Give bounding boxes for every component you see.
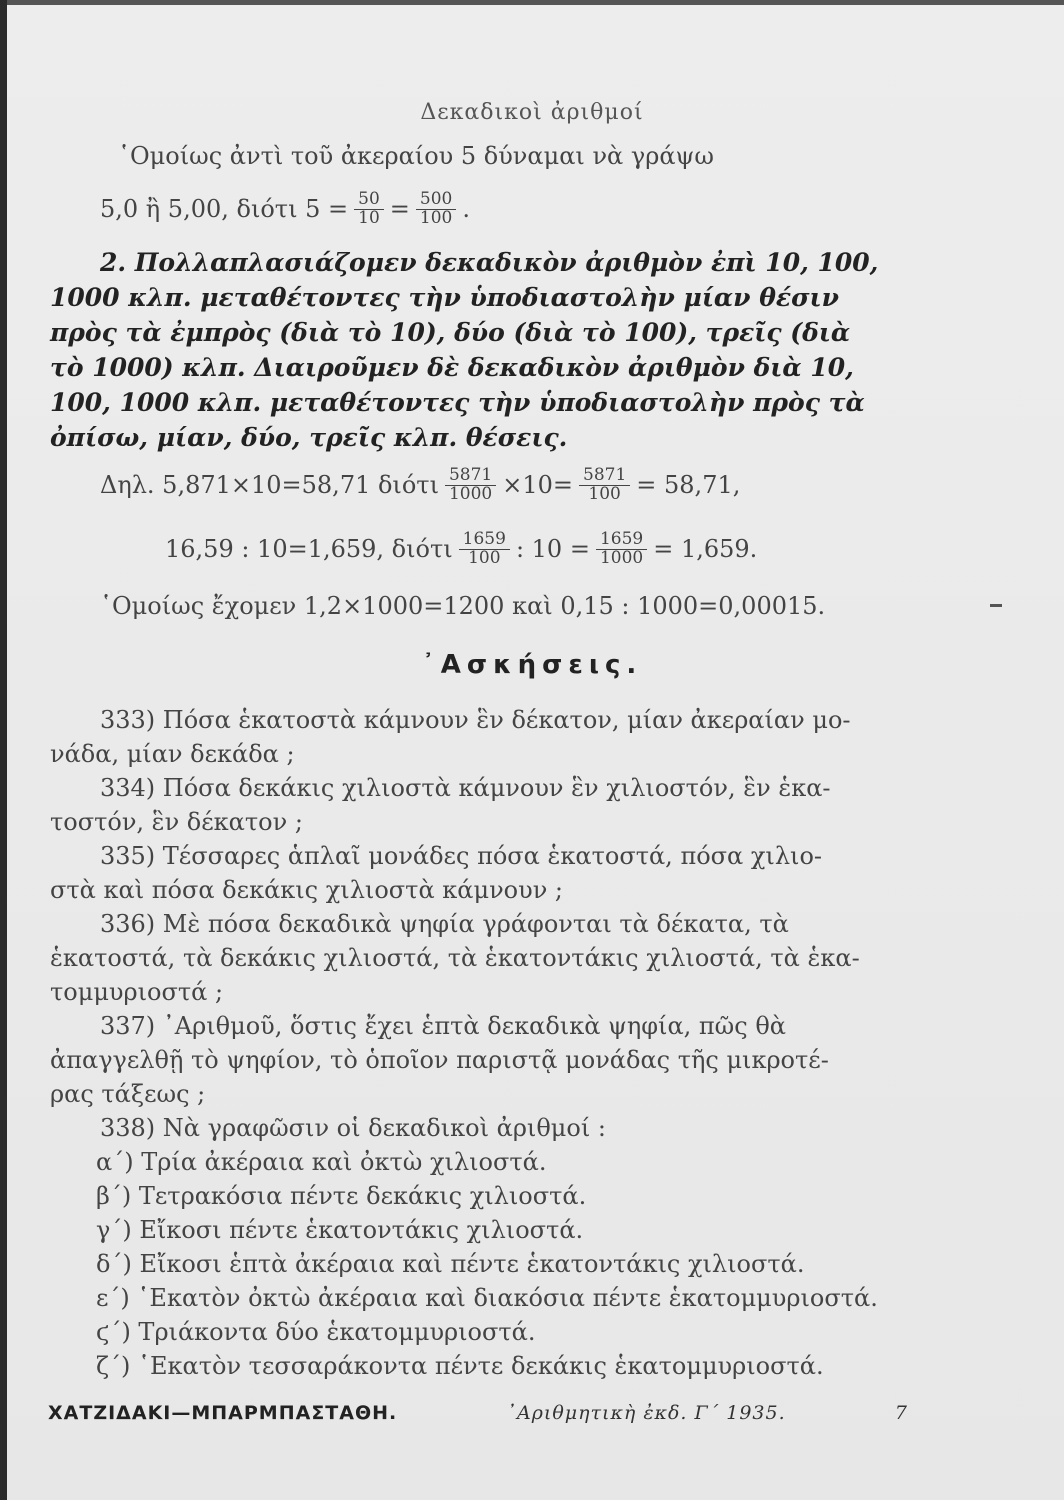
fraction-numerator: 500	[416, 191, 456, 210]
fraction-denominator: 100	[419, 207, 453, 228]
exercise-338-item: β΄) Τετρακόσια πέντε δεκάκις χιλιοστά.	[96, 1182, 587, 1210]
fraction-5871-1000	[445, 464, 496, 504]
rule-2-line-3: πρὸς τὰ ἐμπρὸς (διὰ τὸ 10), δύο (διὰ τὸ 100), τρεῖς (διὰ	[50, 318, 851, 347]
example-similar: ῾Ομοίως ἔχομεν 1,2×1000=1200 καὶ 0,15 : 1000=0,00015.	[100, 592, 826, 620]
fraction-500-100	[416, 188, 456, 228]
exercise-338-item: γ΄) Εἴκοσι πέντε ἑκατοντάκις χιλιοστά.	[96, 1216, 584, 1244]
running-head: Δεκαδικοὶ ἀριθμοί	[420, 100, 644, 125]
exercise-338: 338) Νὰ γραφῶσιν οἱ δεκαδικοὶ ἀριθμοί :	[100, 1114, 606, 1142]
fraction-denominator: 1000	[448, 483, 493, 504]
rule-2-line-4: τὸ 1000) κλπ. Διαιροῦμεν δὲ δεκαδικὸν ἀριθμὸν διὰ 10,	[50, 353, 854, 382]
exercise-337-line-2: ἀπαγγελθῇ τὸ ψηφίον, τὸ ὁποῖον παριστᾷ μονάδας τῆς μικροτέ-	[50, 1046, 829, 1074]
equals-sign: =	[389, 195, 410, 223]
exercise-333-line-2: νάδα, μίαν δεκάδα ;	[50, 740, 295, 768]
exercise-336-line-3: τομμυριοστά ;	[50, 978, 224, 1006]
fraction-5871-100	[579, 464, 630, 504]
exercise-338-item: ϛ΄) Τριάκοντα δύο ἑκατομμυριοστά.	[96, 1318, 536, 1346]
fraction-numerator: 5871	[579, 467, 630, 486]
margin-mark	[990, 604, 1002, 607]
result: = 58,71,	[636, 471, 741, 499]
fraction-1659-100	[459, 528, 510, 568]
exercise-336-line-1: 336) Μὲ πόσα δεκαδικὰ ψηφία γράφονται τὰ δέκατα, τὰ	[100, 910, 789, 938]
intro-line-1: ῾Ομοίως ἀντὶ τοῦ ἀκεραίου 5 δύναμαι νὰ γράψω	[118, 142, 714, 170]
exercise-338-item: ε΄) ῾Εκατὸν ὀκτὼ ἀκέραια καὶ διακόσια πέντε ἑκατομμυριοστά.	[96, 1284, 878, 1312]
example-text: Δηλ. 5,871×10=58,71 διότι	[100, 471, 439, 499]
fraction-numerator: 50	[354, 191, 384, 210]
fraction-numerator: 5871	[445, 467, 496, 486]
exercises-heading: ᾿Ασκήσεις.	[421, 650, 643, 680]
page-left-edge	[0, 0, 7, 1500]
fraction-numerator: 1659	[596, 531, 647, 550]
exercise-334-line-2: τοστόν, ἓν δέκατον ;	[50, 808, 303, 836]
footer-authors: ΧΑΤΖΙΔΑΚΙ—ΜΠΑΡΜΠΑΣΤΑΘΗ.	[48, 1402, 398, 1424]
page-top-edge	[0, 0, 1064, 5]
exercise-335-line-1: 335) Τέσσαρες ἁπλαῖ μονάδες πόσα ἑκατοστά, πόσα χιλιο-	[100, 842, 823, 870]
fraction-50-10	[354, 188, 384, 228]
rule-2-line-6: ὀπίσω, μίαν, δύο, τρεῖς κλπ. θέσεις.	[50, 423, 568, 452]
times-ten: ×10=	[502, 471, 574, 499]
exercise-334-line-1: 334) Πόσα δεκάκις χιλιοστὰ κάμνουν ἓν χιλιοστόν, ἓν ἑκα-	[100, 774, 831, 802]
exercise-333-line-1: 333) Πόσα ἑκατοστὰ κάμνουν ἓν δέκατον, μίαν ἀκεραίαν μο-	[100, 706, 851, 734]
fraction-denominator: 1000	[599, 547, 644, 568]
example-divide	[165, 522, 757, 576]
exercise-338-item: ζ΄) ῾Εκατὸν τεσσαράκοντα πέντε δεκάκις ἑκατομμυριοστά.	[96, 1352, 824, 1380]
example-multiply	[100, 458, 740, 512]
fraction-denominator: 100	[588, 483, 621, 504]
fraction-1659-1000	[596, 528, 647, 568]
exercise-337-line-1: 337) ᾿Αριθμοῦ, ὅστις ἔχει ἑπτὰ δεκαδικὰ ψηφία, πῶς θὰ	[100, 1012, 786, 1040]
exercise-336-line-2: ἑκατοστά, τὰ δεκάκις χιλιοστά, τὰ ἑκατοντάκις χιλιοστά, τὰ ἑκα-	[50, 944, 860, 972]
exercise-338-item: α΄) Τρία ἀκέραια καὶ ὀκτὼ χιλιοστά.	[96, 1148, 547, 1176]
rule-2-line-1: 2. Πολλαπλασιάζομεν δεκαδικὸν ἀριθμὸν ἐπὶ 10, 100,	[100, 248, 879, 277]
fraction-denominator: 10	[358, 207, 380, 228]
exercise-335-line-2: στὰ καὶ πόσα δεκάκις χιλιοστὰ κάμνουν ;	[50, 876, 564, 904]
footer-book-title: ᾿Αριθμητικὴ ἐκδ. Γ΄ 1935.	[506, 1402, 786, 1424]
rule-2-line-2: 1000 κλπ. μεταθέτοντες τὴν ὑποδιαστολὴν μίαν θέσιν	[50, 283, 839, 312]
divide-ten: : 10 =	[515, 535, 590, 563]
page-number: 7	[894, 1402, 908, 1424]
result: = 1,659.	[653, 535, 758, 563]
rule-2-line-5: 100, 1000 κλπ. μεταθέτοντες τὴν ὑποδιαστολὴν πρὸς τὰ	[50, 388, 865, 417]
exercise-337-line-3: ρας τάξεως ;	[50, 1080, 206, 1108]
period: .	[462, 195, 470, 223]
exercise-338-item: δ΄) Εἴκοσι ἑπτὰ ἀκέραια καὶ πέντε ἑκατοντάκις χιλιοστά.	[96, 1250, 805, 1278]
page-footer	[48, 1402, 908, 1424]
fraction-denominator: 100	[468, 547, 501, 568]
fraction-numerator: 1659	[459, 531, 510, 550]
example-text: 16,59 : 10=1,659, διότι	[165, 535, 453, 563]
intro-text: 5,0 ἢ 5,00, διότι 5 =	[100, 195, 349, 223]
intro-line-2	[100, 184, 470, 234]
